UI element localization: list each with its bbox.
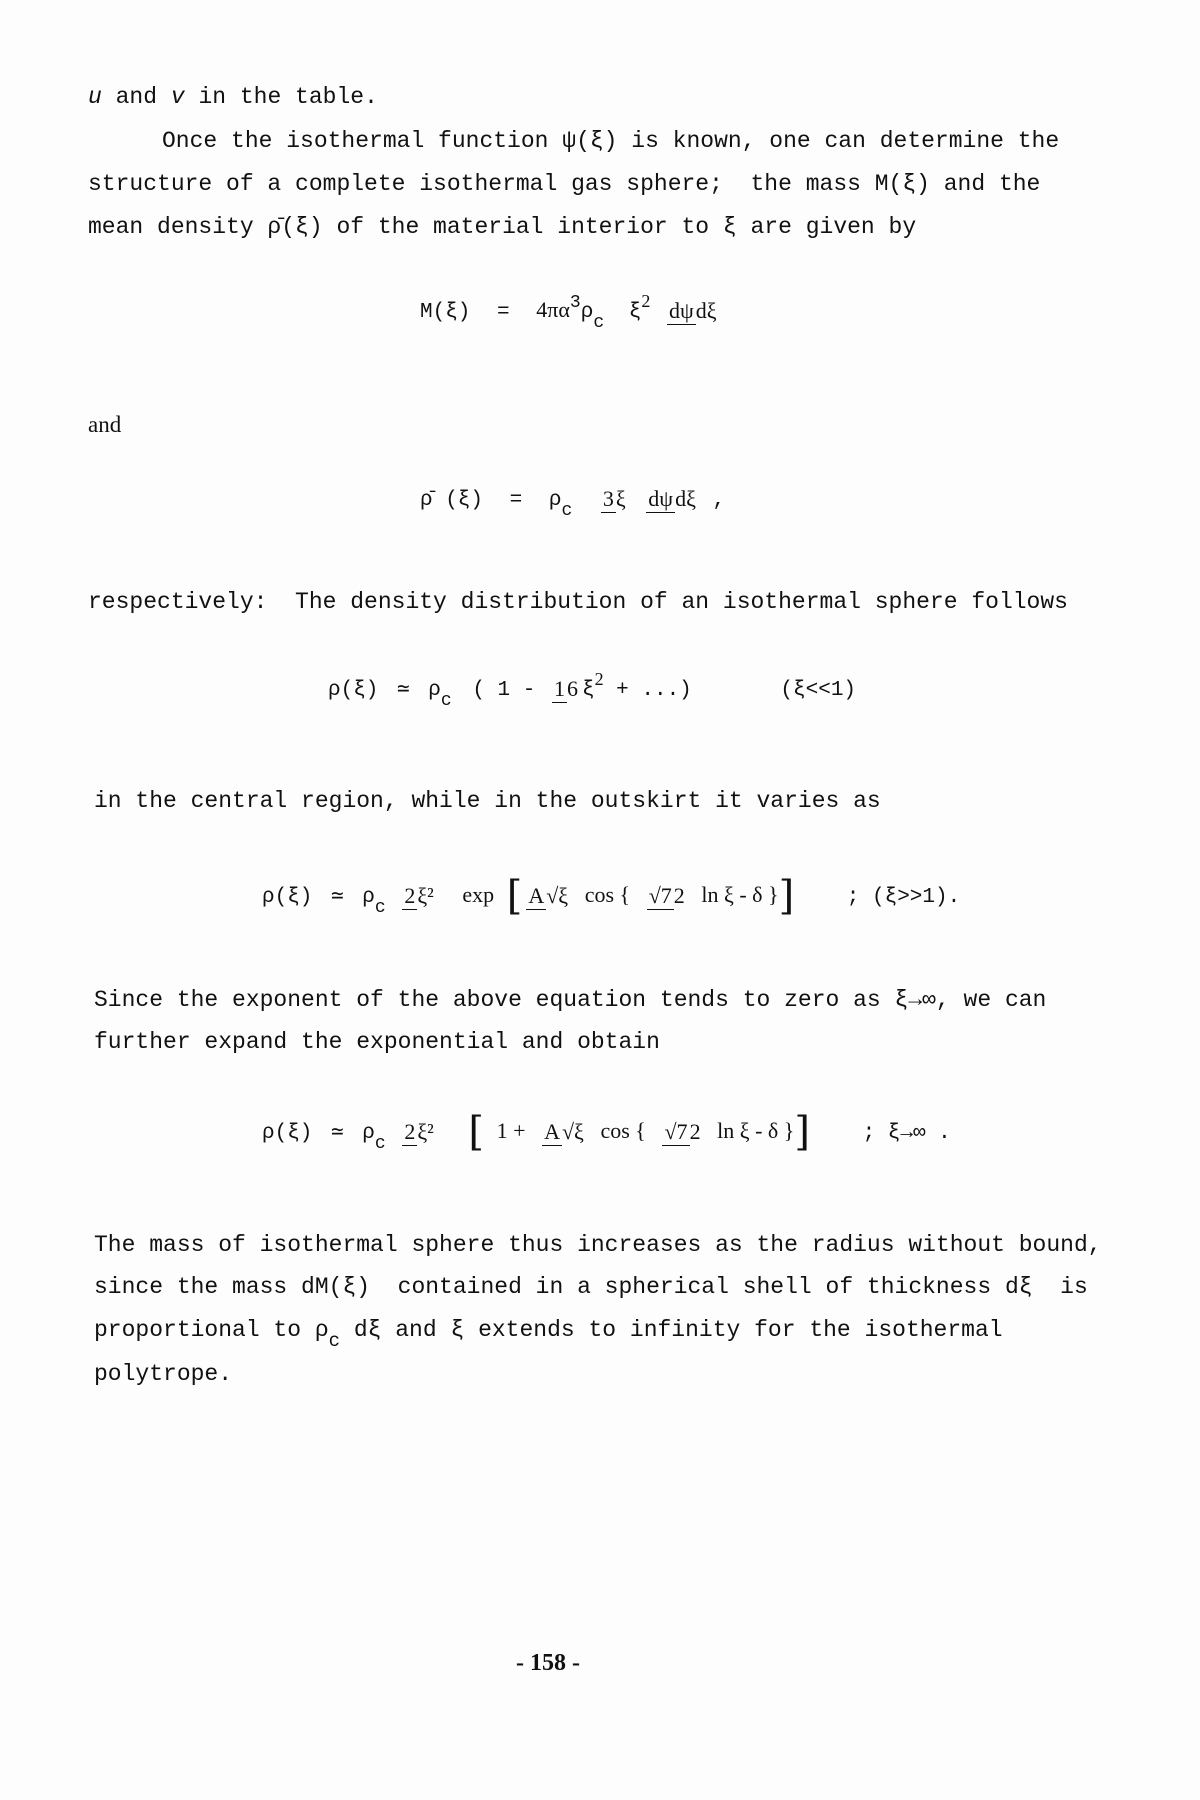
variable-u: u	[88, 84, 102, 110]
fraction-denominator: 2	[673, 882, 685, 908]
paragraph-line: The mass of isothermal sphere thus increases as the radius without bound,	[94, 1232, 1102, 1258]
fraction-denominator: 6	[566, 676, 578, 701]
fraction-denominator: √ξ	[561, 1118, 584, 1144]
eq-exponent: 2	[641, 291, 651, 312]
variable-v: v	[170, 84, 185, 110]
eq-sign: ≃	[331, 1121, 344, 1145]
equation-mass	[420, 291, 721, 334]
eq-lhs: ρ(ξ)	[328, 679, 379, 703]
eq-subscript: c	[328, 1330, 341, 1352]
text-fragment: dξ and ξ extends to infinity for the isothermal	[340, 1317, 1003, 1343]
fraction-numerator: √7	[648, 882, 672, 908]
eq-tail: + ...)	[616, 679, 692, 703]
fraction-denominator: ξ²	[417, 882, 434, 908]
eq-tail: ln ξ - δ }	[717, 1117, 795, 1143]
text-fragment: in the table.	[184, 84, 378, 110]
equation-outskirt-density	[262, 873, 961, 919]
fraction-denominator: ξ²	[417, 1118, 434, 1144]
eq-punctuation: ,	[712, 489, 726, 513]
eq-condition: ; (ξ>>1).	[846, 885, 961, 909]
eq-xi: ξ	[581, 679, 595, 703]
eq-coefficient: 4πα	[536, 297, 570, 323]
eq-sign: ≃	[331, 885, 344, 909]
equation-mean-density	[420, 486, 726, 522]
eq-tail: ln ξ - δ }	[701, 881, 779, 907]
page-number: - 158 -	[516, 1650, 580, 1676]
fraction-numerator: 2	[404, 1118, 416, 1144]
fraction-numerator: 2	[404, 882, 416, 908]
eq-lhs: ρ̄ (ξ)	[420, 489, 484, 513]
paragraph-line: since the mass dM(ξ) contained in a spherical shell of thickness dξ is	[94, 1274, 1088, 1300]
eq-xi: ξ	[628, 301, 642, 325]
eq-fraction	[402, 883, 433, 910]
paragraph-line: Since the exponent of the above equation tends to zero as ξ→∞, we can	[94, 987, 1047, 1013]
eq-fraction	[662, 1119, 700, 1146]
fraction-numerator: A	[528, 882, 545, 908]
eq-condition: (ξ<<1)	[780, 679, 857, 703]
eq-term: 1 +	[496, 1117, 526, 1143]
eq-bracket: ]	[778, 873, 795, 919]
eq-fraction	[542, 1119, 584, 1146]
paragraph-line: in the central region, while in the outskirt it varies as	[94, 788, 881, 814]
text-fragment: proportional to ρ	[94, 1317, 329, 1343]
fraction-denominator: dξ	[695, 298, 717, 323]
eq-fraction	[552, 676, 578, 703]
eq-subscript: c	[593, 313, 605, 334]
eq-bracket: ]	[794, 1109, 810, 1155]
paragraph-line	[94, 1317, 1003, 1352]
fraction-numerator: dψ	[668, 298, 694, 323]
eq-bracket: ( 1 -	[472, 679, 536, 703]
eq-condition: ; ξ→∞ .	[862, 1121, 951, 1145]
eq-lhs: ρ(ξ)	[262, 1121, 313, 1145]
fraction-numerator: √7	[664, 1118, 688, 1144]
eq-fraction	[402, 1119, 433, 1146]
eq-rho: ρ	[362, 885, 375, 909]
connector-word: and	[88, 412, 122, 437]
paragraph-line: respectively: The density distribution of an isothermal sphere follows	[88, 589, 1068, 615]
eq-fraction	[667, 298, 717, 325]
fraction-numerator: 3	[602, 486, 614, 511]
eq-bracket: [	[506, 873, 523, 919]
eq-function: exp	[462, 881, 495, 907]
fraction-numerator: 1	[553, 676, 565, 701]
eq-exponent: 2	[594, 669, 604, 690]
eq-lhs: M(ξ)	[420, 301, 471, 325]
eq-function: cos {	[584, 881, 631, 907]
paragraph-line: structure of a complete isothermal gas sphere; the mass M(ξ) and the	[88, 171, 1041, 197]
eq-fraction	[526, 883, 568, 910]
eq-rho: ρ	[580, 301, 594, 325]
eq-sign: =	[509, 489, 523, 513]
eq-bracket: [	[468, 1109, 484, 1155]
paragraph-line: Once the isothermal function ψ(ξ) is known, one can determine the	[162, 128, 1060, 154]
paragraph-line: further expand the exponential and obtain	[94, 1029, 660, 1055]
eq-lhs: ρ(ξ)	[262, 885, 313, 909]
eq-subscript: c	[374, 897, 386, 918]
eq-fraction	[646, 486, 696, 513]
equation-expanded-density	[262, 1109, 951, 1155]
eq-fraction	[647, 883, 685, 910]
eq-rho: ρ	[548, 489, 562, 513]
equation-central-density	[328, 669, 857, 712]
eq-exponent: 3	[569, 293, 581, 314]
eq-fraction	[601, 486, 626, 513]
fraction-numerator: dψ	[648, 486, 674, 511]
eq-subscript: c	[374, 1133, 386, 1154]
eq-subscript: c	[440, 691, 452, 712]
eq-rho: ρ	[428, 679, 441, 703]
eq-sign: ≃	[397, 679, 410, 703]
paragraph-line: polytrope.	[94, 1361, 233, 1387]
eq-subscript: c	[561, 501, 573, 522]
eq-sign: =	[497, 301, 510, 325]
text-fragment: and	[101, 84, 171, 110]
fraction-denominator: √ξ	[546, 882, 569, 908]
fraction-denominator: 2	[689, 1118, 701, 1144]
fraction-numerator: A	[544, 1118, 560, 1144]
eq-function: cos {	[600, 1117, 646, 1143]
fraction-denominator: dξ	[675, 486, 696, 511]
paragraph-line: mean density ρ̄(ξ) of the material interior to ξ are given by	[88, 214, 917, 240]
eq-rho: ρ	[362, 1121, 375, 1145]
fraction-denominator: ξ	[615, 486, 626, 511]
paragraph-line	[88, 86, 378, 109]
